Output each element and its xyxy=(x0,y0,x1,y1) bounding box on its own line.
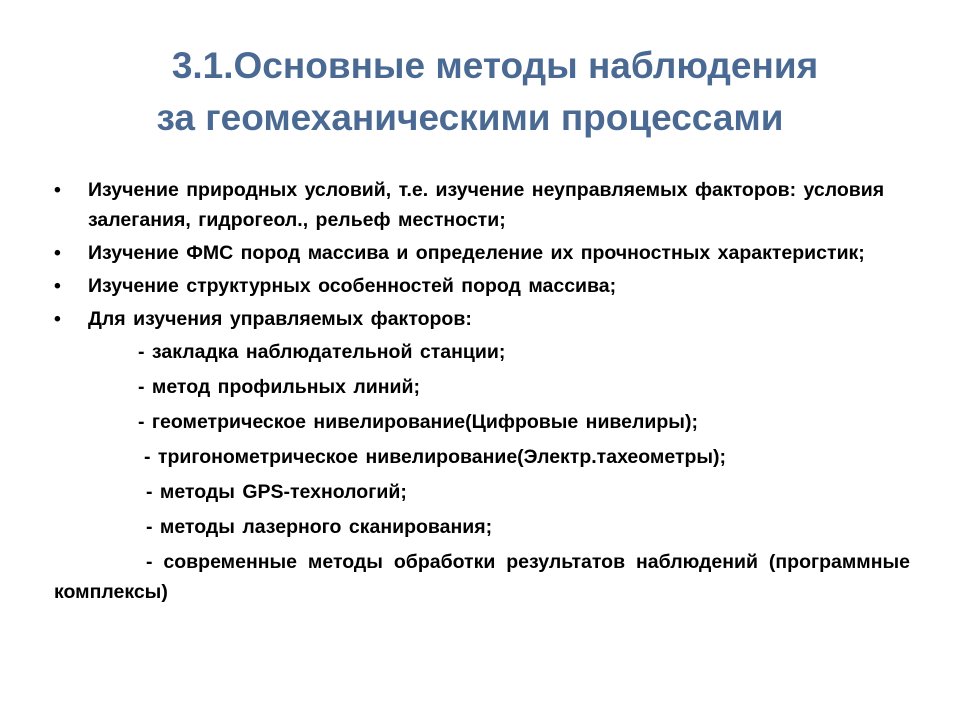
sub-item: - геометрическое нивелирование(Цифровые нивелиры); xyxy=(138,411,698,433)
bullet-text: Изучение природных условий, т.е. изучение неуправляемых факторов: условия залегания, гидрогеол., рельеф местности; xyxy=(88,179,885,231)
bullet-item xyxy=(54,304,914,334)
sub-item: - закладка наблюдательной станции; xyxy=(138,341,506,363)
sub-item: - методы GPS-технологий; xyxy=(146,481,407,503)
sub-list xyxy=(54,337,914,607)
bullet-dot: • xyxy=(54,275,61,297)
bullet-item xyxy=(54,271,914,301)
bullet-dot: • xyxy=(54,242,61,264)
slide-title xyxy=(0,40,960,144)
bullet-text: Изучение структурных особенностей пород массива; xyxy=(88,275,617,297)
bullet-text: Изучение ФМС пород массива и определение их прочностных характеристик; xyxy=(88,242,865,264)
sub-item: - современные методы обработки результатов наблюдений (программные комплексы) xyxy=(54,551,910,603)
sub-item: - метод профильных линий; xyxy=(138,376,421,398)
title-line-2: за геомеханическими процессами xyxy=(156,97,784,138)
bullet-dot: • xyxy=(54,308,61,330)
sub-item: - методы лазерного сканирования; xyxy=(146,516,493,538)
bullet-text: Для изучения управляемых факторов: xyxy=(88,308,472,330)
bullet-item xyxy=(54,238,914,268)
sub-item: - тригонометрическое нивелирование(Электр.тахеометры); xyxy=(144,446,727,468)
bullet-dot: • xyxy=(54,179,61,201)
bullet-item xyxy=(54,175,914,235)
title-line-1: 3.1.Основные методы наблюдения xyxy=(171,45,819,86)
bullet-list xyxy=(54,175,914,612)
